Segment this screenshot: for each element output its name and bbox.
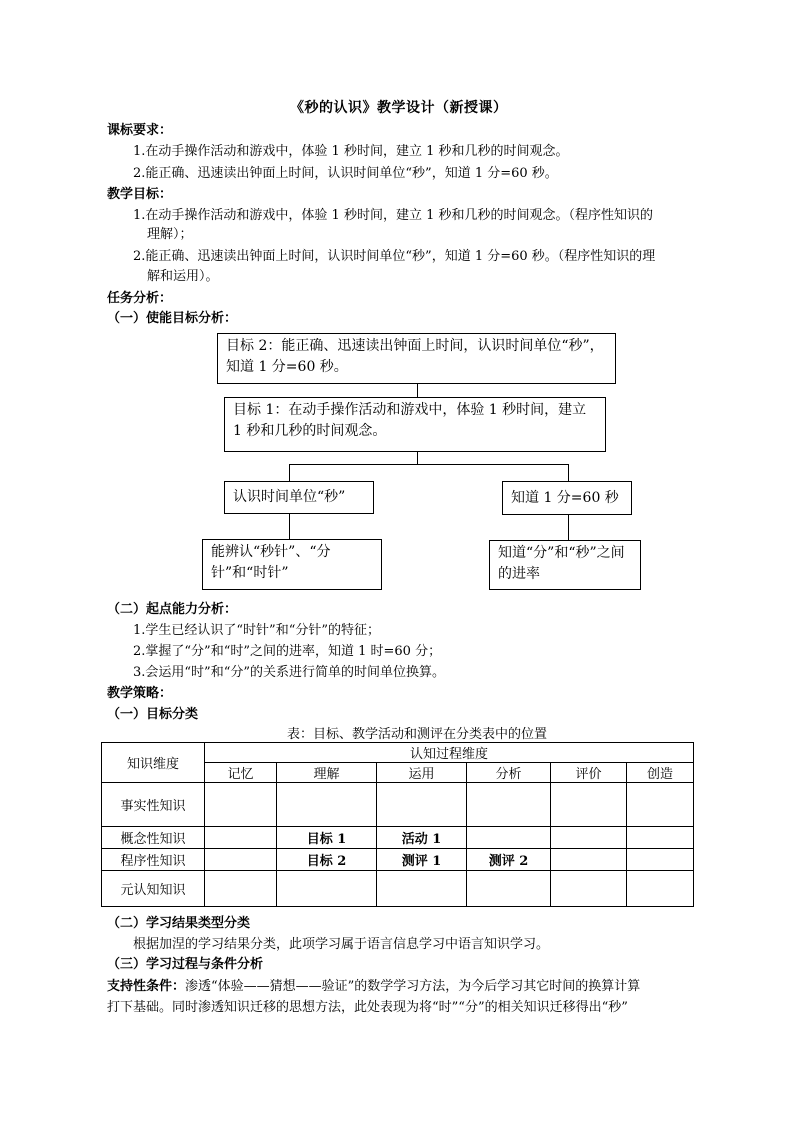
table-cell: [377, 783, 467, 827]
col-header-understand: 理解: [277, 763, 377, 783]
curriculum-item-1: 1.在动手操作活动和游戏中，体验 1 秒时间，建立 1 秒和几秒的时间观念。: [133, 144, 569, 159]
diagram-left-bottom-box: 能辨认“秒针”、“分针”和“时针”: [202, 539, 382, 590]
table-cell: [551, 849, 627, 871]
table-cell: 目标 2: [277, 849, 377, 871]
table-cell: [205, 849, 277, 871]
goal-item-1-line-1: 1.在动手操作活动和游戏中，体验 1 秒时间，建立 1 秒和几秒的时间观念。（程序性知识的: [133, 208, 653, 223]
process-heading: （三）学习过程与条件分析: [107, 957, 264, 972]
table-cell: [551, 827, 627, 849]
task-heading: 任务分析：: [107, 291, 173, 306]
results-heading: （二）学习结果类型分类: [107, 916, 251, 931]
process-line-1-text: 渗透“体验——猜想——验证”的数学学习方法，为今后学习其它时间的换算计算: [185, 979, 641, 994]
strategy-sub-heading: （一）目标分类: [107, 707, 199, 722]
connector-line: [289, 464, 290, 481]
connector-line: [417, 384, 418, 397]
start-heading: （二）起点能力分析：: [107, 602, 238, 617]
diagram-right-mid-box: 知道 1 分=60 秒: [502, 481, 632, 515]
table-cell: [467, 783, 551, 827]
table-cell: [627, 783, 694, 827]
col-header-analyze: 分析: [467, 763, 551, 783]
table-row: [102, 849, 694, 871]
diagram-left-mid-box: 认识时间单位“秒”: [224, 481, 374, 514]
process-line-1: [107, 975, 640, 994]
row-label: 元认知知识: [102, 871, 205, 907]
knowledge-dimension-header: 知识维度: [102, 743, 205, 783]
row-label: 事实性知识: [102, 783, 205, 827]
task-sub-heading: （一）使能目标分析：: [107, 311, 238, 326]
table-cell: [627, 849, 694, 871]
table-cell: 目标 1: [277, 827, 377, 849]
start-item-2: 2.掌握了“分”和“时”之间的进率，知道 1 时=60 分；: [133, 644, 442, 659]
table-cell: [205, 871, 277, 907]
diagram-goal-2-box: 目标 2：能正确、迅速读出钟面上时间，认识时间单位“秒”，知道 1 分=60 秒。: [217, 333, 616, 384]
table-cell: [277, 783, 377, 827]
table-row: [102, 871, 694, 907]
table-cell: [277, 871, 377, 907]
table-row: [102, 827, 694, 849]
col-header-remember: 记忆: [205, 763, 277, 783]
table-cell: [205, 827, 277, 849]
process-line-2: 打下基础。同时渗透知识迁移的思想方法，此处表现为将“时”“分”的相关知识迁移得出“秒”: [107, 1000, 628, 1015]
diagram-right-bottom-box: 知道“分”和“秒”之间的进率: [489, 540, 641, 590]
connector-line: [289, 514, 290, 539]
col-header-create: 创造: [627, 763, 694, 783]
curriculum-heading: 课标要求：: [107, 123, 173, 138]
connector-line: [289, 464, 569, 465]
results-text: 根据加涅的学习结果分类，此项学习属于语言信息学习中语言知识学习。: [133, 937, 550, 952]
classification-table: [101, 742, 694, 907]
page-title: 《秒的认识》教学设计（新授课）: [290, 100, 508, 116]
table-caption: 表：目标、教学活动和测评在分类表中的位置: [287, 727, 548, 742]
table-cell: [627, 871, 694, 907]
table-cell: [467, 827, 551, 849]
row-label: 程序性知识: [102, 849, 205, 871]
col-header-evaluate: 评价: [551, 763, 627, 783]
row-label: 概念性知识: [102, 827, 205, 849]
strategy-heading: 教学策略：: [107, 686, 173, 701]
connector-line: [568, 515, 569, 540]
table-cell: 活动 1: [377, 827, 467, 849]
table-cell: [205, 783, 277, 827]
goal-item-1-line-2: 理解）；: [147, 227, 193, 242]
col-header-apply: 运用: [377, 763, 467, 783]
curriculum-item-2: 2.能正确、迅速读出钟面上时间，认识时间单位“秒”，知道 1 分=60 秒。: [133, 166, 558, 181]
goals-heading: 教学目标：: [107, 187, 173, 202]
diagram-goal-1-box: 目标 1：在动手操作活动和游戏中，体验 1 秒时间，建立 1 秒和几秒的时间观念。: [224, 397, 606, 452]
table-cell: 测评 2: [467, 849, 551, 871]
table-cell: [627, 827, 694, 849]
connector-line: [568, 464, 569, 481]
table-cell: [551, 871, 627, 907]
table-cell: [551, 783, 627, 827]
connector-line: [417, 452, 418, 464]
support-label: 支持性条件：: [107, 979, 186, 994]
goal-item-2-line-2: 解和运用）。: [147, 269, 219, 284]
table-cell: [467, 871, 551, 907]
table-cell: [377, 871, 467, 907]
table-row: [102, 783, 694, 827]
start-item-3: 3.会运用“时”和“分”的关系进行简单的时间单位换算。: [133, 665, 445, 680]
start-item-1: 1.学生已经认识了“时针”和“分针”的特征；: [133, 623, 380, 638]
table-cell: 测评 1: [377, 849, 467, 871]
cognitive-process-header: 认知过程维度: [205, 743, 694, 763]
goal-item-2-line-1: 2.能正确、迅速读出钟面上时间，认识时间单位“秒”，知道 1 分=60 秒。（程序性知识的理: [133, 249, 656, 264]
